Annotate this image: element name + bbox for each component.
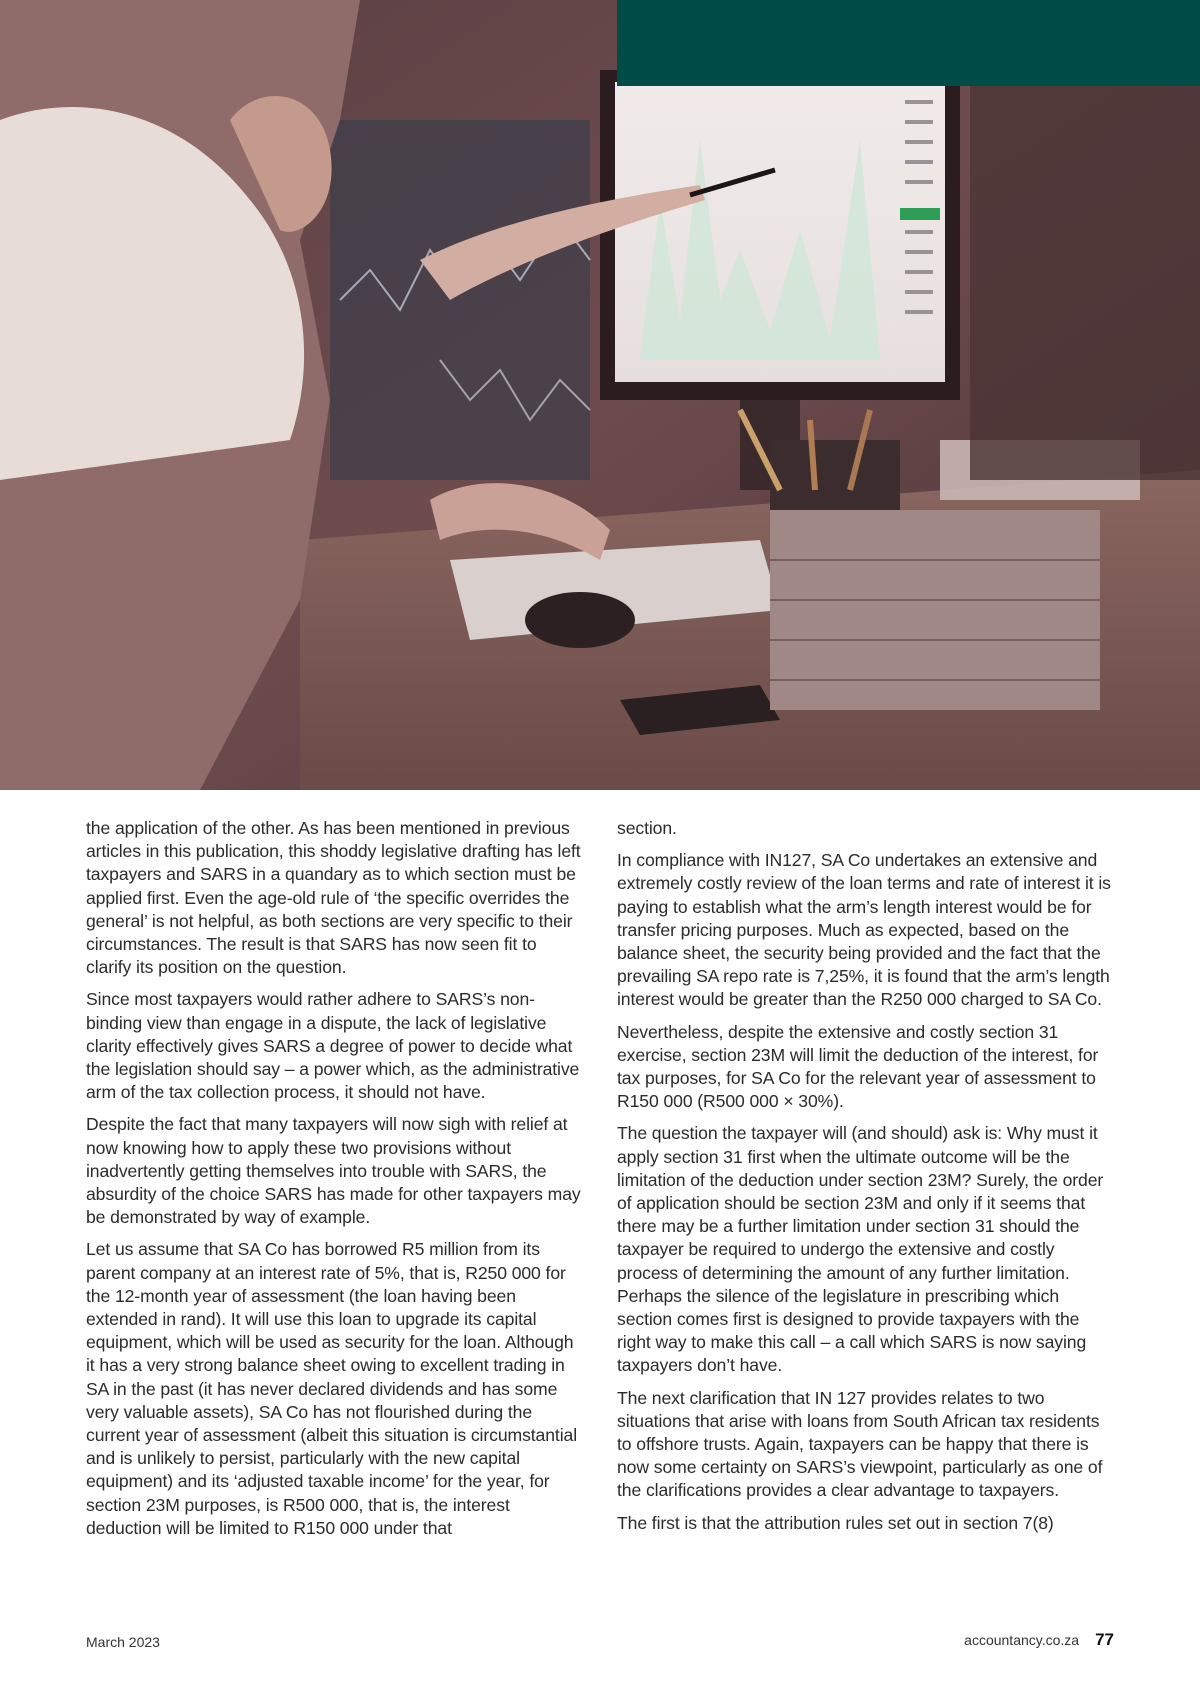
- office-monitor-photo-icon: [0, 0, 1200, 790]
- article-column-left: [86, 817, 586, 1549]
- paragraph: The next clarification that IN 127 provides relates to two situations that arise with loans from South African tax residents to offshore trusts. Again, taxpayers can be happy that there is now some certainty on SARS’s viewpoint, particularly as one of the clarifications provides a clear advantage to taxpayers.: [617, 1387, 1103, 1501]
- paragraph: In compliance with IN127, SA Co undertakes an extensive and extremely costly review of the loan terms and rate of interest it is paying to establish what the arm’s length interest would be for transfer pricing purposes. Much as expected, based on the balance sheet, the security being provided and the fact that the prevailing SA repo rate is 7,25%, it is found that the arm’s length interest would be greater than the R250 000 charged to SA Co.: [617, 850, 1111, 1010]
- paragraph: The question the taxpayer will (and should) ask is: Why must it apply section 31 first when the ultimate outcome will be the limitation of the deduction under section 23M? Surely, the order of application should be section 23M and only if it seems that there may be a further limitation under section 31 should the taxpayer be required to undergo the extensive and costly process of determining the amount of any further limitation. Perhaps the silence of the legislature in prescribing which section comes first is designed to provide taxpayers with the right way to make this call – a call which SARS is now saying taxpayers don’t have.: [617, 1123, 1104, 1376]
- footer-site-link[interactable]: accountancy.co.za: [964, 1632, 1080, 1648]
- paragraph: Since most taxpayers would rather adhere to SARS’s non-binding view than engage in a dispute, the lack of legislative clarity effectively gives SARS a degree of power to decide what the legislation should say – a power which, as the administrative arm of the tax collection process, it should not have.: [86, 989, 580, 1103]
- accent-band: [617, 0, 1200, 86]
- paragraph: the application of the other. As has been mentioned in previous articles in this publication, this shoddy legislative drafting has left taxpayers and SARS in a quandary as to which section must be applied first. Even the age-old rule of ‘the specific overrides the general’ is not helpful, as both sections are very specific to their circumstances. The result is that SARS has now seen fit to clarify its position on the question.: [86, 818, 581, 978]
- paragraph: Let us assume that SA Co has borrowed R5 million from its parent company at an interest rate of 5%, that is, R250 000 for the 12-month year of assessment (the loan having been extended in rand). It will use this loan to upgrade its capital equipment, which will be used as security for the loan. Although it has a very strong balance sheet owing to excellent trading in SA in the past (it has never declared dividends and has some very valuable assets), SA Co has not flourished during the current year of assessment (albeit this situation is circumstantial and is unlikely to persist, particularly with the new capital equipment) and its ‘adjusted taxable income’ for the year, for section 23M purposes, is R500 000, that is, the interest deduction will be limited to R150 000 under that: [86, 1239, 578, 1538]
- header-photo: [0, 0, 1200, 790]
- footer-date: March 2023: [86, 1634, 160, 1650]
- page-number: 77: [1095, 1630, 1114, 1649]
- paragraph: Nevertheless, despite the extensive and costly section 31 exercise, section 23M will limit the deduction of the interest, for tax purposes, for SA Co for the relevant year of assessment to R150 000 (R500 000 × 30%).: [617, 1021, 1099, 1112]
- paragraph: Despite the fact that many taxpayers will now sigh with relief at now knowing how to apply these two provisions without inadvertently getting themselves into trouble with SARS, the absurdity of the choice SARS has made for other taxpayers may be demonstrated by way of example.: [86, 1114, 581, 1228]
- article-column-right: [617, 817, 1117, 1544]
- footer-right: [964, 1630, 1114, 1650]
- paragraph: section.: [617, 818, 677, 838]
- paragraph: The first is that the attribution rules set out in section 7(8): [617, 1512, 1054, 1533]
